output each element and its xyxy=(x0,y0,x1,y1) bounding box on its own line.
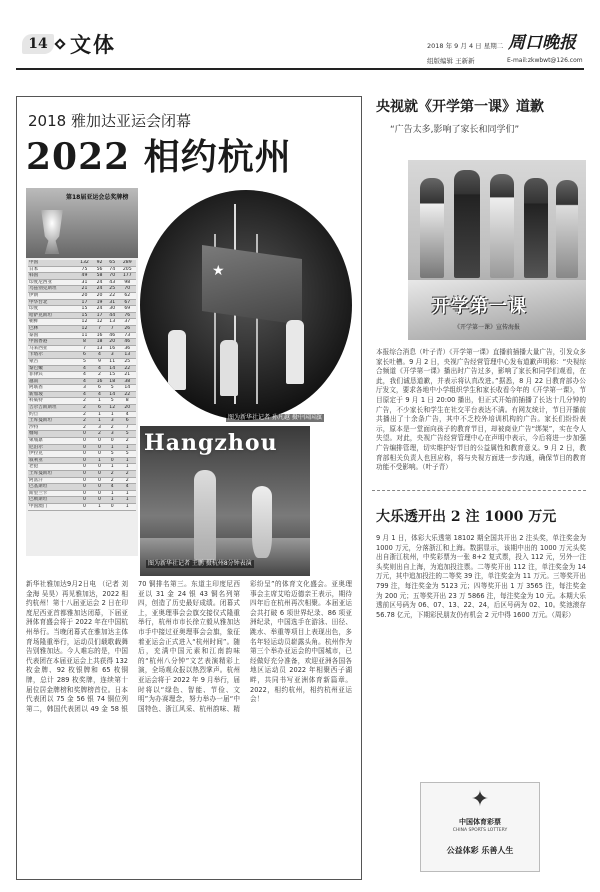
medal-count-cell: 1 xyxy=(106,497,119,504)
medal-count-cell: 4 xyxy=(93,365,106,372)
medal-table-row xyxy=(28,411,136,418)
medal-count-cell: 0 xyxy=(76,497,93,504)
cctv-program-logo: 开学第一课 xyxy=(432,296,527,317)
lottery-headline: 大乐透开出 2 注 1000 万元 xyxy=(376,509,557,525)
medal-table-row xyxy=(28,398,136,405)
medal-table-box xyxy=(26,188,138,556)
medal-count-cell: 4 xyxy=(106,484,119,491)
medal-table-row xyxy=(28,484,136,491)
medal-table-row xyxy=(28,438,136,445)
medal-country-cell: 沙特 xyxy=(28,424,76,431)
medal-table-row xyxy=(28,424,136,431)
medal-count-cell: 0 xyxy=(76,503,93,510)
flag-star-icon: ★ xyxy=(212,263,225,279)
medal-count-cell: 6 xyxy=(119,418,136,425)
medal-table-row xyxy=(28,332,136,339)
performer-figure-2 xyxy=(252,486,272,558)
flag-raising-photo xyxy=(140,190,352,420)
headline: 2022 相约杭州 xyxy=(26,136,292,178)
medal-count-cell: 38 xyxy=(119,378,136,385)
date-line: 2018 年 9 月 4 日 星期二 xyxy=(427,42,504,50)
medal-count-cell: 65 xyxy=(106,260,119,266)
medal-country-cell: 菲律宾 xyxy=(28,372,76,379)
medal-count-cell: 0 xyxy=(76,490,93,497)
medal-count-cell: 3 xyxy=(106,418,119,425)
medal-country-cell: 约旦 xyxy=(28,411,76,418)
medal-count-cell: 12 xyxy=(93,319,106,326)
medal-country-cell: 马来西亚 xyxy=(28,345,76,352)
guard-figure-middle xyxy=(220,340,238,396)
hangzhou-banner: Hangzhou xyxy=(144,430,278,456)
medal-count-cell: 2 xyxy=(106,424,119,431)
medal-table-row xyxy=(28,471,136,478)
medal-count-cell: 0 xyxy=(106,457,119,464)
medal-country-cell: 中国 xyxy=(28,260,76,266)
performance-photo-caption: 图为新华社记者 王鹏 摄杭州8分钟表演 xyxy=(148,560,252,567)
medal-count-cell: 2 xyxy=(119,438,136,445)
medal-count-cell: 14 xyxy=(119,385,136,392)
medal-count-cell: 1 xyxy=(93,398,106,405)
medal-country-cell: 土库曼斯坦 xyxy=(28,471,76,478)
medal-country-cell: 柬埔寨 xyxy=(28,438,76,445)
medal-count-cell: 0 xyxy=(93,471,106,478)
medal-count-cell: 1 xyxy=(119,464,136,471)
medal-count-cell: 6 xyxy=(93,385,106,392)
medal-table-row xyxy=(28,497,136,504)
guard-figure-right xyxy=(286,320,304,384)
medal-country-cell: 巴林 xyxy=(28,325,76,332)
medal-count-cell: 20 xyxy=(76,292,93,299)
medal-count-cell: 177 xyxy=(119,273,136,280)
medal-count-cell: 289 xyxy=(119,260,136,266)
medal-count-cell: 16 xyxy=(93,332,106,339)
medal-count-cell: 2 xyxy=(76,418,93,425)
medal-count-cell: 2 xyxy=(106,471,119,478)
medal-count-cell: 0 xyxy=(93,438,106,445)
medal-count-cell: 1 xyxy=(93,457,106,464)
medal-count-cell: 31 xyxy=(76,279,93,286)
kicker: 2018 雅加达亚运会闭幕 xyxy=(28,112,191,130)
medal-country-cell: 缅甸 xyxy=(28,431,76,438)
medal-count-cell: 70 xyxy=(106,273,119,280)
medal-count-cell: 5 xyxy=(106,385,119,392)
medal-count-cell: 7 xyxy=(76,345,93,352)
medal-count-cell: 18 xyxy=(93,339,106,346)
medal-count-cell: 20 xyxy=(119,405,136,412)
medal-table-row xyxy=(28,477,136,484)
flag-photo-caption: 图为新华社记者 孙凡越 摄中国国旗 xyxy=(228,414,322,421)
story-lottery xyxy=(372,500,586,880)
medal-count-cell: 3 xyxy=(106,352,119,359)
medal-count-cell: 0 xyxy=(93,497,106,504)
medal-count-cell: 0 xyxy=(93,477,106,484)
section-name: 文体 xyxy=(70,32,116,57)
medal-count-cell: 1 xyxy=(106,444,119,451)
medal-table-row xyxy=(28,464,136,471)
medal-country-cell: 尼泊尔 xyxy=(28,444,76,451)
medal-table-row xyxy=(28,372,136,379)
medal-count-cell: 0 xyxy=(76,457,93,464)
medal-count-cell: 4 xyxy=(93,352,106,359)
medal-count-cell: 1 xyxy=(106,411,119,418)
medal-count-cell: 16 xyxy=(93,378,106,385)
medal-count-cell: 0 xyxy=(93,490,106,497)
lottery-body: 9 月 1 日，体彩大乐透第 18102 期全国共开出 2 注头奖，单注奖金为 1000 万元，分落浙江和上海。数据显示，该期中出的 1000 万元头奖出自浙江杭州，中奖彩票为一张 8+2 复式票，投入 112 元，另外一注头奖则出自上海，为追加投注票。二等奖开出 112 注，单注奖金为 14 万元，其中追加投注的二等奖 39 注，单注奖金为 11 万元。三等奖开出 799 注，每注奖金为 5123 元；四等奖开出 1 万 3565 注，每注奖金为 200 元；五等奖开出 23 万 5866 注，每注奖金为 10 元。本期大乐透前区号码为 06、07、13、22、24，后区号码为 02、10。奖池滚存 56.78 亿元，下期彩民朋友仍有机会 2 元中得 1600 万元。（周彩） xyxy=(376,534,586,619)
medal-country-cell: 巴勒斯坦 xyxy=(28,497,76,504)
medal-country-cell: 卡塔尔 xyxy=(28,352,76,359)
medal-country-cell: 叙利亚 xyxy=(28,457,76,464)
poster-person-3 xyxy=(490,174,514,278)
medal-table-row xyxy=(28,312,136,319)
medal-table-row xyxy=(28,378,136,385)
medal-count-cell: 11 xyxy=(106,358,119,365)
medal-count-cell: 21 xyxy=(76,286,93,293)
medal-count-cell: 15 xyxy=(76,312,93,319)
medal-count-cell: 76 xyxy=(119,312,136,319)
medal-count-cell: 75 xyxy=(76,266,93,273)
medal-country-cell: 老挝 xyxy=(28,464,76,471)
medal-count-cell: 58 xyxy=(93,273,106,280)
medal-count-cell: 2 xyxy=(76,424,93,431)
medal-count-cell: 2 xyxy=(119,471,136,478)
medal-table-row xyxy=(28,266,136,273)
cctv-image-caption: 《开学第一课》宣传海报 xyxy=(454,324,521,331)
medal-count-cell: 2 xyxy=(106,477,119,484)
poster-person-5 xyxy=(556,180,578,278)
medal-count-cell: 12 xyxy=(76,319,93,326)
medal-count-cell: 0 xyxy=(106,438,119,445)
header-rule xyxy=(16,68,584,70)
medal-count-cell: 1 xyxy=(119,444,136,451)
lottery-slogan: 公益体彩 乐善人生 xyxy=(446,846,514,855)
medal-table-row xyxy=(28,490,136,497)
medal-country-cell: 越南 xyxy=(28,378,76,385)
medal-country-cell: 阿联酋 xyxy=(28,385,76,392)
medal-count-cell: 1 xyxy=(119,503,136,510)
medal-table-row xyxy=(28,405,136,412)
medal-count-cell: 12 xyxy=(76,325,93,332)
medal-count-cell: 21 xyxy=(119,372,136,379)
lottery-star-icon: ✦ xyxy=(470,787,490,812)
medal-count-cell: 22 xyxy=(119,365,136,372)
medal-table-row xyxy=(28,299,136,306)
medal-count-cell: 2 xyxy=(76,398,93,405)
medal-count-cell: 15 xyxy=(106,372,119,379)
cctv-body: 本报综合消息（叶子青）《开学第一课》直播前插播大量广告，引发众多家长吐槽。9 月 2 日，央视广告经营管理中心发布道歉声明称：“央视综合频道《开学第一课》播出时广告过多，影响了家长和同学们观看，在此，我们诚恳道歉，并表示将认真改进。”据悉，8 月 22 日教育部办公厅发文，要求各地中小学组织学生和家长收看今年的《开学第一课》，节目原定于 9 月 1 日 20:00 播出，但正式开始前插播了长达十几分钟的广告，不少家长和学生在社交平台表达不满。有网友统计，节目开播前共播出了十余条广告，其中不乏校外培训机构的广告。家长们纷纷表示，原本是一堂面向孩子的教育节目，却被商业广告“绑架”，实在令人失望。对此，央视广告经营管理中心在声明中表示，今后将进一步加强广告编排管理，切实维护好节目的公益属性和教育意义。9 月 2 日，教育部相关负责人也回应称，将与央视方面进一步沟通，确保节目的教育功能不受影响。（叶子青） xyxy=(376,348,586,472)
medal-count-cell: 49 xyxy=(76,273,93,280)
medal-country-cell: 蒙古 xyxy=(28,358,76,365)
medal-count-cell: 0 xyxy=(93,484,106,491)
medal-count-cell: 132 xyxy=(76,260,93,266)
medal-table-row xyxy=(28,503,136,510)
medal-count-cell: 5 xyxy=(76,358,93,365)
medal-count-cell: 2 xyxy=(76,411,93,418)
medal-country-cell: 中华台北 xyxy=(28,299,76,306)
medal-table-row xyxy=(28,286,136,293)
medal-count-cell: 1 xyxy=(106,464,119,471)
medal-count-cell: 9 xyxy=(93,358,106,365)
medal-count-cell: 98 xyxy=(119,279,136,286)
medal-count-cell: 6 xyxy=(76,352,93,359)
page-header xyxy=(0,0,600,88)
medal-table-row xyxy=(28,418,136,425)
medal-country-cell: 科威特 xyxy=(28,398,76,405)
medal-count-cell: 20 xyxy=(93,292,106,299)
lottery-logo-cn: 中国体育彩票 xyxy=(459,818,501,826)
medal-count-cell: 24 xyxy=(93,306,106,313)
medal-table-row xyxy=(28,325,136,332)
medal-count-cell: 0 xyxy=(76,444,93,451)
medal-count-cell: 26 xyxy=(119,325,136,332)
medal-count-cell: 7 xyxy=(119,424,136,431)
cctv-headline: 央视就《开学第一课》道歉 xyxy=(376,99,544,115)
section-icon xyxy=(54,38,65,49)
medal-count-cell: 2 xyxy=(93,431,106,438)
medal-country-cell: 泰国 xyxy=(28,332,76,339)
medal-count-cell: 12 xyxy=(106,405,119,412)
medal-count-cell: 19 xyxy=(93,299,106,306)
medal-country-cell: 印度尼西亚 xyxy=(28,279,76,286)
medal-count-cell: 92 xyxy=(93,260,106,266)
medal-count-cell: 4 xyxy=(76,391,93,398)
medal-count-cell: 3 xyxy=(76,385,93,392)
medal-count-cell: 13 xyxy=(106,319,119,326)
medal-count-cell: 46 xyxy=(106,332,119,339)
medal-count-cell: 4 xyxy=(119,484,136,491)
medal-count-cell: 4 xyxy=(93,391,106,398)
medal-country-cell: 中国澳门 xyxy=(28,503,76,510)
medal-count-cell: 73 xyxy=(119,332,136,339)
medal-country-cell: 朝鲜 xyxy=(28,319,76,326)
poster-person-1 xyxy=(420,178,444,278)
medal-count-cell: 1 xyxy=(119,490,136,497)
medal-count-cell: 0 xyxy=(106,503,119,510)
medal-count-cell: 8 xyxy=(119,398,136,405)
medal-count-cell: 5 xyxy=(119,451,136,458)
medal-country-cell: 哈萨克斯坦 xyxy=(28,312,76,319)
medal-count-cell: 4 xyxy=(119,411,136,418)
medal-count-cell: 69 xyxy=(119,306,136,313)
medal-count-cell: 11 xyxy=(76,332,93,339)
medal-count-cell: 25 xyxy=(106,286,119,293)
medal-count-cell: 22 xyxy=(106,292,119,299)
medal-count-cell: 7 xyxy=(93,325,106,332)
medal-table-row xyxy=(28,319,136,326)
medal-count-cell: 0 xyxy=(76,477,93,484)
lottery-logo-en: CHINA SPORTS LOTTERY xyxy=(452,828,508,833)
medal-count-cell: 16 xyxy=(106,345,119,352)
medal-country-cell: 印度 xyxy=(28,306,76,313)
medal-country-cell: 新加坡 xyxy=(28,391,76,398)
poster-person-2 xyxy=(454,170,480,278)
medal-count-cell: 20 xyxy=(106,339,119,346)
medal-count-cell: 30 xyxy=(106,306,119,313)
medal-table-row xyxy=(28,391,136,398)
medal-count-cell: 2 xyxy=(76,405,93,412)
medal-table-row xyxy=(28,451,136,458)
medal-count-cell: 24 xyxy=(93,286,106,293)
medal-count-cell: 56 xyxy=(93,266,106,273)
medal-table-row xyxy=(28,352,136,359)
medal-count-cell: 4 xyxy=(76,372,93,379)
medal-count-cell: 7 xyxy=(106,325,119,332)
medal-country-cell: 斯里兰卡 xyxy=(28,490,76,497)
editor-line: 组版编辑 王新新 xyxy=(427,57,475,65)
medal-count-cell: 25 xyxy=(119,358,136,365)
main-story xyxy=(16,96,362,880)
medal-count-cell: 0 xyxy=(76,431,93,438)
medal-count-cell: 17 xyxy=(76,299,93,306)
medal-country-cell: 吉尔吉斯斯坦 xyxy=(28,405,76,412)
medal-country-cell: 中国香港 xyxy=(28,339,76,346)
medal-table-row xyxy=(28,306,136,313)
newspaper-logo: 周口晚报 xyxy=(508,33,576,53)
poster-person-4 xyxy=(524,178,548,278)
medal-table-row xyxy=(28,358,136,365)
medal-count-cell: 0 xyxy=(76,484,93,491)
medal-count-cell: 36 xyxy=(119,345,136,352)
medal-count-cell: 1 xyxy=(106,490,119,497)
medal-count-cell: 17 xyxy=(93,312,106,319)
medal-count-cell: 0 xyxy=(76,438,93,445)
medal-count-cell: 1 xyxy=(119,457,136,464)
stage-floor xyxy=(140,538,310,576)
right-column-divider xyxy=(372,490,586,491)
medal-country-cell: 韩国 xyxy=(28,273,76,280)
cctv-subhead: “广告太多,影响了家长和同学们” xyxy=(390,125,520,135)
medal-table-row xyxy=(28,292,136,299)
medal-count-cell: 62 xyxy=(119,292,136,299)
email-line: E-mail:zkwbwt@126.com xyxy=(507,57,583,64)
medal-count-cell: 46 xyxy=(119,339,136,346)
medal-table-row xyxy=(28,431,136,438)
medal-count-cell: 8 xyxy=(76,339,93,346)
medal-count-cell: 14 xyxy=(106,391,119,398)
medal-count-cell: 13 xyxy=(93,345,106,352)
medal-count-cell: 4 xyxy=(76,365,93,372)
medal-count-cell: 44 xyxy=(106,312,119,319)
medal-count-cell: 1 xyxy=(93,503,106,510)
medal-country-cell: 黎巴嫩 xyxy=(28,365,76,372)
medal-country-cell: 乌兹别克斯坦 xyxy=(28,286,76,293)
performer-figure-1 xyxy=(194,470,216,562)
medal-count-cell: 22 xyxy=(119,391,136,398)
medal-country-cell: 伊拉克 xyxy=(28,451,76,458)
medal-table-title: 第18届亚运会总奖牌榜 xyxy=(66,194,129,201)
medal-count-cell: 0 xyxy=(93,464,106,471)
medal-count-cell: 13 xyxy=(119,352,136,359)
medal-table-row xyxy=(28,444,136,451)
medal-country-cell: 阿富汗 xyxy=(28,477,76,484)
medal-count-cell: 3 xyxy=(93,424,106,431)
medal-count-cell: 2 xyxy=(119,477,136,484)
medal-table-row xyxy=(28,273,136,280)
medal-table-row xyxy=(28,339,136,346)
medal-count-cell: 14 xyxy=(106,365,119,372)
medal-count-cell: 2 xyxy=(93,372,106,379)
medal-count-cell: 0 xyxy=(76,464,93,471)
medal-country-cell: 日本 xyxy=(28,266,76,273)
medal-count-cell: 1 xyxy=(93,411,106,418)
medal-count-cell: 43 xyxy=(106,279,119,286)
medal-count-cell: 18 xyxy=(106,378,119,385)
medal-count-cell: 0 xyxy=(76,471,93,478)
medal-count-cell: 0 xyxy=(76,451,93,458)
medal-count-cell: 0 xyxy=(93,444,106,451)
medal-count-cell: 24 xyxy=(93,279,106,286)
main-story-body: 新华社雅加达9月2日电 （记者 刘金海 吴昊）再见雅加达，2022 相约杭州！第十八届亚运会 2 日在印度尼西亚首都雅加达闭幕，下届亚洲体育盛会将于 2022 年在中国杭州举行。当晚闭幕式在雅加达主体育场隆重举行，运动员们载歌载舞告别雅加达。今人难忘的是，中国代表团在本届亚运会上共获得 132 枚金牌、92 枚银牌和 65 枚铜牌，总计 289 枚奖牌，连续第十届位居金牌榜和奖牌榜首位。日本代表团以 75 金 56 银 74 铜位列第二，韩国代表团以 49 金 58 银 70 铜排名第三。东道主印度尼西亚以 31 金 24 银 43 铜名列第四，创造了历史最好成绩。闭幕式上，亚奥理事会会旗交接仪式隆重举行，杭州市市长徐立毅从雅加达市手中接过亚奥理事会会旗，象征着亚运会正式进入“杭州时间”。随后，充满中国元素和江南韵味的“杭州八分钟”文艺表演精彩上演，全场观众报以热烈掌声。杭州亚运会将于 2022 年 9 月举行，届时将以“绿色、智能、节俭、文明”为办赛理念，努力举办一届“中国特色、浙江风采、杭州韵味、精彩纷呈”的体育文化盛会。亚奥理事会主席艾哈迈德亲王表示，期待四年后在杭州再次相聚。本届亚运会共打破 6 项世界纪录、86 项亚洲纪录，中国选手在游泳、田径、跳水、举重等项目上表现出色，多名年轻运动员崭露头角。杭州作为第三个举办亚运会的中国城市，已经做好充分准备，欢迎亚洲各国各地区运动员 2022 年相聚西子湖畔，共同书写亚洲体育新篇章。2022，相约杭州，相约杭州亚运会！ xyxy=(26,580,352,713)
medal-table-row xyxy=(28,457,136,464)
medal-table-row xyxy=(28,385,136,392)
medal-count-cell: 70 xyxy=(119,286,136,293)
page-number: 14 xyxy=(28,36,48,52)
medal-count-cell: 0 xyxy=(93,451,106,458)
chinese-flag xyxy=(202,245,302,325)
medal-count-cell: 31 xyxy=(106,299,119,306)
medal-count-cell: 5 xyxy=(119,431,136,438)
medal-count-cell: 6 xyxy=(93,405,106,412)
medal-count-cell: 1 xyxy=(119,497,136,504)
medal-country-cell: 伊朗 xyxy=(28,292,76,299)
medal-table-row xyxy=(28,365,136,372)
medal-count-cell: 74 xyxy=(106,266,119,273)
medal-count-cell: 5 xyxy=(106,451,119,458)
medal-count-cell: 3 xyxy=(106,431,119,438)
medal-count-cell: 37 xyxy=(119,319,136,326)
medal-count-cell: 1 xyxy=(93,418,106,425)
medal-country-cell: 巴基斯坦 xyxy=(28,484,76,491)
medal-count-cell: 5 xyxy=(106,398,119,405)
guard-figure-left xyxy=(168,330,186,390)
medal-count-cell: 15 xyxy=(76,306,93,313)
medal-table-row xyxy=(28,279,136,286)
medal-count-cell: 4 xyxy=(76,378,93,385)
medal-table-row xyxy=(28,345,136,352)
medal-table-body xyxy=(28,260,136,511)
medal-count-cell: 205 xyxy=(119,266,136,273)
story-cctv xyxy=(372,96,586,482)
medal-country-cell: 土库曼斯坦 xyxy=(28,418,76,425)
medal-count-cell: 67 xyxy=(119,299,136,306)
